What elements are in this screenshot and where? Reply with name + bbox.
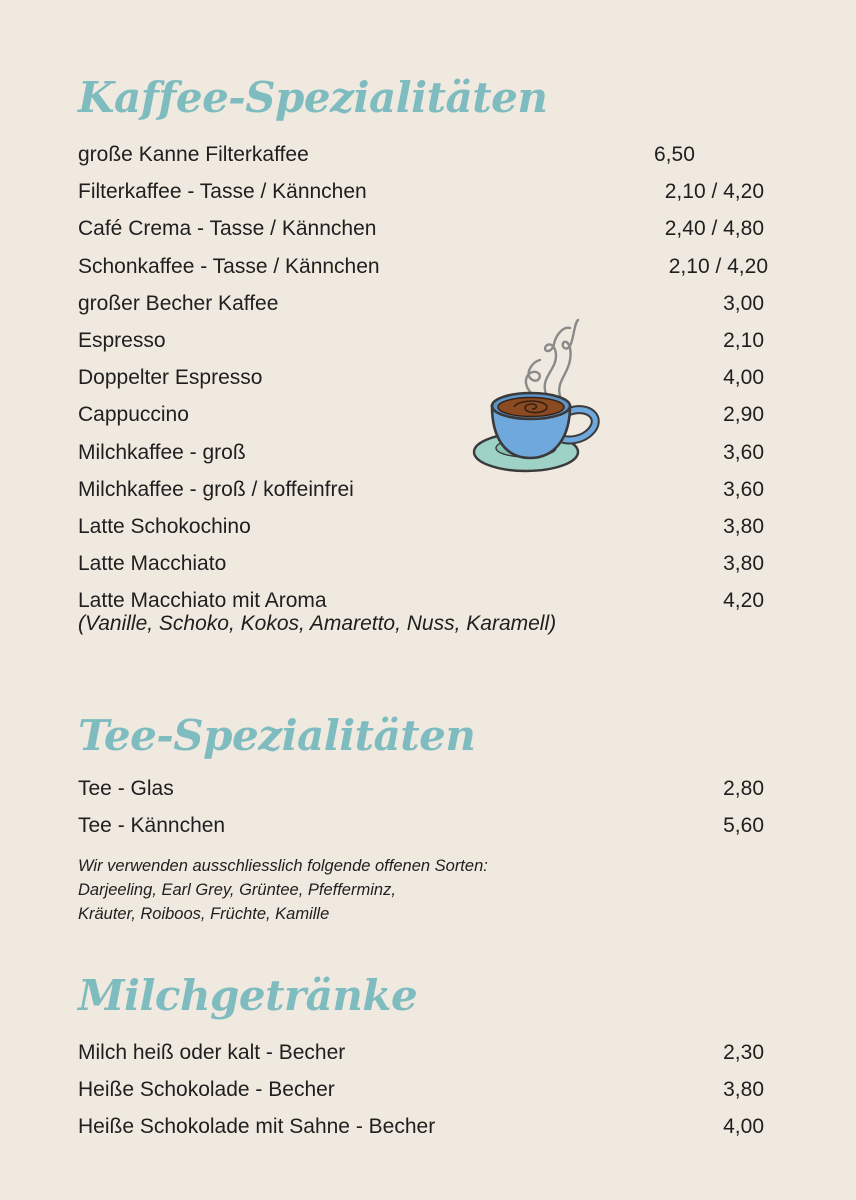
menu-item: Tee - Glas 2,80: [78, 777, 764, 800]
aroma-note: (Vanille, Schoko, Kokos, Amaretto, Nuss, Karamell): [78, 612, 557, 636]
menu-item: Filterkaffee - Tasse / Kännchen 2,10 / 4,20: [78, 180, 764, 204]
coffee-list: [78, 136, 778, 637]
menu-item: Tee - Kännchen 5,60: [78, 814, 764, 838]
menu-item: Heiße Schokolade mit Sahne - Becher 4,00: [78, 1115, 764, 1139]
coffee-heading: Kaffee-Spezialitäten: [78, 73, 548, 122]
menu-item: Café Crema - Tasse / Kännchen 2,40 / 4,80: [78, 217, 764, 241]
menu-item: großer Becher Kaffee 3,00: [78, 291, 764, 315]
menu-item: Milchkaffee - groß / koffeinfrei 3,60: [78, 477, 764, 501]
coffee-cup-icon: [470, 312, 604, 478]
menu-item: Latte Macchiato 3,80: [78, 552, 764, 576]
menu-item: Heiße Schokolade - Becher 3,80: [78, 1078, 764, 1102]
tea-list: [78, 770, 778, 844]
tea-heading: Tee-Spezialitäten: [78, 711, 476, 760]
milk-heading: Milchgetränke: [78, 971, 418, 1020]
menu-item: Schonkaffee - Tasse / Kännchen 2,10 / 4,20: [78, 254, 768, 278]
milk-list: [78, 1034, 778, 1146]
menu-item: Milchkaffee - groß 3,60: [78, 440, 764, 464]
menu-item: große Kanne Filterkaffee 6,50: [78, 143, 695, 166]
menu-item: Latte Schokochino 3,80: [78, 514, 764, 538]
tea-section: [78, 712, 778, 926]
tea-varieties-note: Wir verwenden ausschliesslich folgende offenen Sorten: Darjeeling, Earl Grey, Grüntee, Pfefferminz, Kräuter, Roiboos, Früchte, Kamille: [78, 857, 488, 924]
menu-item: Doppelter Espresso 4,00: [78, 366, 764, 390]
menu-item: Cappuccino 2,90: [78, 403, 764, 427]
menu-item: Milch heiß oder kalt - Becher 2,30: [78, 1041, 764, 1064]
coffee-section: [78, 74, 778, 637]
menu-item: Latte Macchiato mit Aroma 4,20: [78, 589, 764, 613]
milk-section: [78, 972, 778, 1146]
menu-item: Espresso 2,10: [78, 328, 764, 352]
